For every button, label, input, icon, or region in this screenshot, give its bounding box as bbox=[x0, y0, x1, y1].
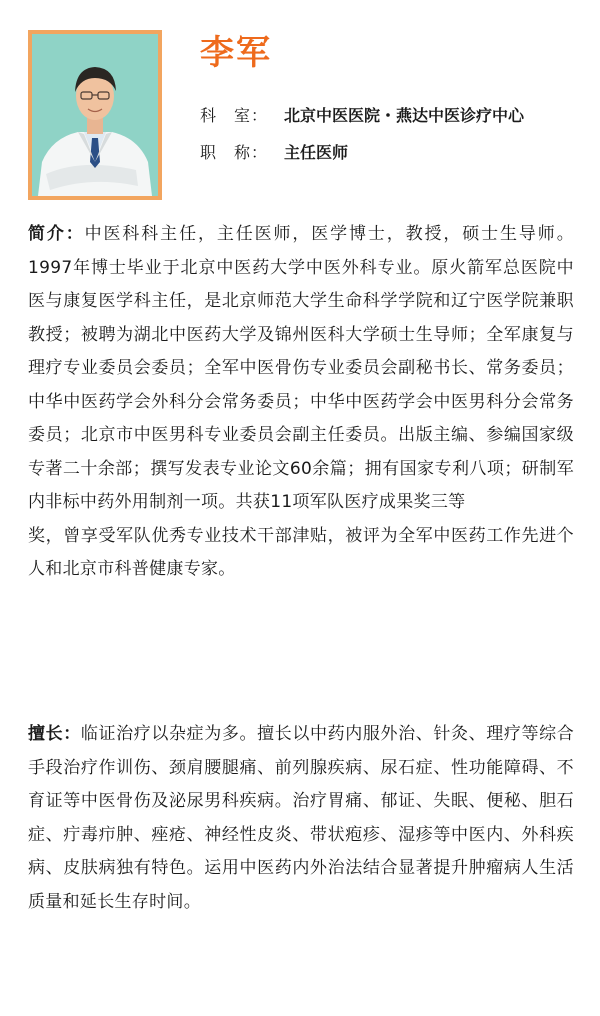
title-label: 职 称： bbox=[200, 143, 269, 162]
title-row bbox=[200, 142, 348, 164]
doctor-name: 李军 bbox=[200, 33, 272, 73]
title-value: 主任医师 bbox=[284, 143, 349, 162]
intro-heading: 简介： bbox=[28, 224, 85, 244]
doctor-portrait bbox=[32, 34, 158, 196]
doctor-photo-frame bbox=[28, 30, 162, 200]
intro-section bbox=[28, 218, 574, 587]
specialty-section bbox=[28, 718, 574, 919]
department-value: 北京中医医院・燕达中医诊疗中心 bbox=[284, 106, 525, 125]
department-row bbox=[200, 105, 524, 127]
department-label: 科 室： bbox=[200, 106, 269, 125]
specialty-heading: 擅长： bbox=[28, 724, 81, 744]
intro-text-continued: 奖，曾享受军队优秀专业技术干部津贴，被评为全军中医药工作先进个人和北京市科普健康专家。 bbox=[28, 525, 574, 579]
intro-text: 中医科科主任，主任医师，医学博士，教授，硕士生导师。1997年博士毕业于北京中医药大学中医外科专业。原火箭军总医院中医与康复医学科主任，是北京师范大学生命科学学院和辽宁医学院兼职教授；被聘为湖北中医药大学及锦州医科大学硕士生导师；全军康复与理疗专业委员会委员；全军中医骨伤专业委员会副秘书长、常务委员；中华中医药学会外科分会常务委员；中华中医药学会中医男科分会常务委员；北京市中医男科专业委员会副主任委员。出版主编、参编国家级专著二十余部；撰写发表专业论文60余篇；拥有国家专利八项；研制军内非标中药外用制剂一项。共获11项军队医疗成果奖三等 bbox=[28, 224, 574, 512]
specialty-text: 临证治疗以杂症为多。擅长以中药内服外治、针灸、理疗等综合手段治疗作训伤、颈肩腰腿痛、前列腺疾病、尿石症、性功能障碍、不育证等中医骨伤及泌尿男科疾病。治疗胃痛、郁证、失眠、便秘、胆石症、疔毒疖肿、痤疮、神经性皮炎、带状疱疹、湿疹等中医内、外科疾病、皮肤病独有特色。运用中医药内外治法结合显著提升肿瘤病人生活质量和延长生存时间。 bbox=[28, 724, 574, 912]
